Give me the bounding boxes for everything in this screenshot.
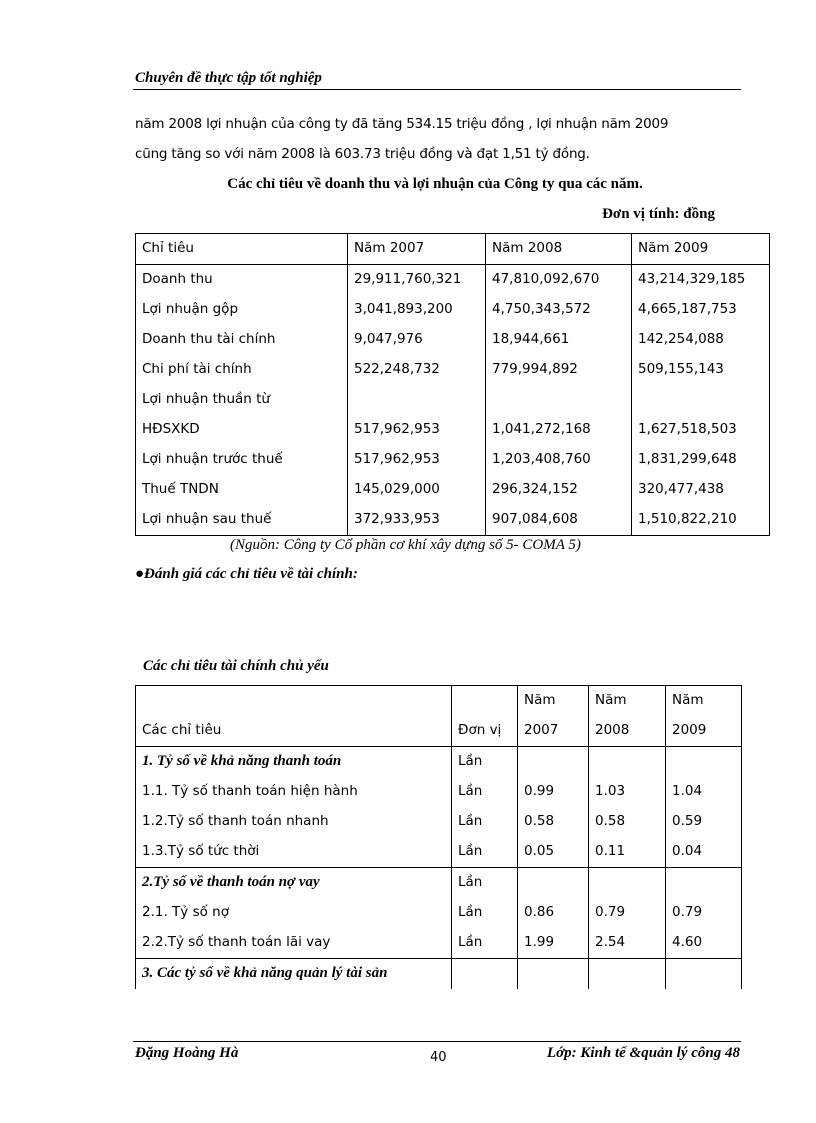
column-header: 2008 — [589, 716, 666, 747]
section-label: 2.Tỷ số về thanh toán nợ vay — [136, 868, 452, 899]
table-cell: 1.04 — [666, 777, 742, 807]
table-cell: 0.99 — [518, 777, 589, 807]
table-cell: 296,324,152 — [486, 475, 632, 505]
table-cell — [518, 747, 589, 778]
footer-author: Đặng Hoàng Hà — [135, 1045, 239, 1061]
column-header: Đơn vị — [452, 716, 518, 747]
table-cell: 320,477,438 — [632, 475, 770, 505]
table-header-row — [136, 234, 770, 265]
table-cell — [589, 868, 666, 899]
column-header: 2009 — [666, 716, 742, 747]
table-cell: 0.86 — [518, 898, 589, 928]
table-cell: Lần — [452, 898, 518, 928]
table-row — [136, 325, 770, 355]
table1-source-note: (Nguồn: Công ty Cổ phần cơ khí xây dựng số 5- COMA 5) — [230, 537, 581, 553]
table-cell: Lần — [452, 928, 518, 959]
table-cell: Doanh thu — [136, 265, 348, 296]
table-cell: Lợi nhuận trước thuế — [136, 445, 348, 475]
footer-class: Lớp: Kinh tế &quản lý công 48 — [546, 1045, 740, 1061]
financial-ratios-table — [135, 685, 742, 989]
table1-title: Các chỉ tiêu về doanh thu và lợi nhuận của Công ty qua các năm. — [227, 176, 643, 192]
table-cell: 0.05 — [518, 837, 589, 868]
table-cell: Lần — [452, 747, 518, 778]
table-cell: 4,750,343,572 — [486, 295, 632, 325]
table-cell: 43,214,329,185 — [632, 265, 770, 296]
table-cell: 1,203,408,760 — [486, 445, 632, 475]
column-header: 2007 — [518, 716, 589, 747]
table-cell: 509,155,143 — [632, 355, 770, 385]
table-cell: 522,248,732 — [348, 355, 486, 385]
paragraph-line-1: năm 2008 lợi nhuận của công ty đã tăng 534.15 triệu đồng , lợi nhuận năm 2009 — [135, 116, 669, 132]
table-cell: 1.99 — [518, 928, 589, 959]
table-row — [136, 295, 770, 325]
table-cell: Lần — [452, 868, 518, 899]
table-cell: 142,254,088 — [632, 325, 770, 355]
header-title: Chuyên đề thực tập tốt nghiệp — [135, 70, 322, 86]
table-cell — [518, 959, 589, 990]
table-cell: Lợi nhuận gộp — [136, 295, 348, 325]
assessment-heading: ●Đánh giá các chỉ tiêu về tài chính: — [135, 566, 358, 582]
section-label: 1. Tỷ số về khả năng thanh toán — [136, 747, 452, 778]
table-cell: 1.03 — [589, 777, 666, 807]
table-cell: 1.3.Tỷ số tức thời — [136, 837, 452, 868]
column-header: Năm — [518, 686, 589, 717]
section-row — [136, 747, 742, 778]
table-cell: 18,944,661 — [486, 325, 632, 355]
table-cell: 47,810,092,670 — [486, 265, 632, 296]
table-cell — [589, 959, 666, 990]
revenue-profit-table — [135, 233, 770, 536]
table-row — [136, 807, 742, 837]
table-cell: 9,047,976 — [348, 325, 486, 355]
table-cell — [348, 385, 486, 415]
column-header: Năm 2008 — [486, 234, 632, 265]
column-header: Năm 2009 — [632, 234, 770, 265]
table-cell: 779,994,892 — [486, 355, 632, 385]
table-cell: Lợi nhuận thuần từ — [136, 385, 348, 415]
table-cell: 4.60 — [666, 928, 742, 959]
table-row — [136, 898, 742, 928]
column-header: Năm — [589, 686, 666, 717]
table-cell: 1,627,518,503 — [632, 415, 770, 445]
table1-unit: Đơn vị tính: đồng — [602, 206, 715, 222]
page-number: 40 — [430, 1050, 447, 1065]
table-cell: 145,029,000 — [348, 475, 486, 505]
table-row — [136, 837, 742, 868]
table-cell: 0.58 — [518, 807, 589, 837]
table-cell: 29,911,760,321 — [348, 265, 486, 296]
table-cell — [589, 747, 666, 778]
table-cell: Chi phí tài chính — [136, 355, 348, 385]
column-header — [136, 686, 452, 717]
table-header-row — [136, 716, 742, 747]
footer-rule — [133, 1041, 741, 1042]
table-cell: 0.04 — [666, 837, 742, 868]
table-cell: 907,084,608 — [486, 505, 632, 536]
table-row — [136, 355, 770, 385]
table-cell: 517,962,953 — [348, 415, 486, 445]
table-cell: 2.1. Tỷ số nợ — [136, 898, 452, 928]
column-header: Năm — [666, 686, 742, 717]
table-row — [136, 475, 770, 505]
table-row — [136, 505, 770, 536]
table-cell: HĐSXKD — [136, 415, 348, 445]
section-label: 3. Các tỷ số về khả năng quản lý tài sản — [136, 959, 452, 990]
table-cell — [486, 385, 632, 415]
table-cell — [666, 868, 742, 899]
table-row — [136, 415, 770, 445]
table-cell: 0.79 — [666, 898, 742, 928]
table-header-row — [136, 686, 742, 717]
table-cell: 372,933,953 — [348, 505, 486, 536]
table-cell — [632, 385, 770, 415]
table-cell: Doanh thu tài chính — [136, 325, 348, 355]
table-cell: 0.79 — [589, 898, 666, 928]
column-header — [452, 686, 518, 717]
table-cell: 1.1. Tỷ số thanh toán hiện hành — [136, 777, 452, 807]
column-header: Các chỉ tiêu — [136, 716, 452, 747]
table-cell: 2.2.Tỷ số thanh toán lãi vay — [136, 928, 452, 959]
table-row — [136, 265, 770, 296]
section-row — [136, 959, 742, 990]
table-cell: 0.59 — [666, 807, 742, 837]
column-header: Năm 2007 — [348, 234, 486, 265]
paragraph-line-2: cũng tăng so với năm 2008 là 603.73 triệu đồng và đạt 1,51 tỷ đồng. — [135, 146, 590, 162]
table-cell: 3,041,893,200 — [348, 295, 486, 325]
table-cell — [666, 959, 742, 990]
table-cell: Lần — [452, 777, 518, 807]
table-cell — [666, 747, 742, 778]
table-row — [136, 445, 770, 475]
table-cell: 1,831,299,648 — [632, 445, 770, 475]
section-row — [136, 868, 742, 899]
table-cell: Lần — [452, 807, 518, 837]
table-cell: 1.2.Tỷ số thanh toán nhanh — [136, 807, 452, 837]
table-cell: 4,665,187,753 — [632, 295, 770, 325]
table-cell: Lần — [452, 837, 518, 868]
header-rule — [133, 89, 741, 90]
table-cell: 517,962,953 — [348, 445, 486, 475]
table-cell: 0.58 — [589, 807, 666, 837]
table-cell — [518, 868, 589, 899]
table-cell: 1,041,272,168 — [486, 415, 632, 445]
table-cell: 2.54 — [589, 928, 666, 959]
table-cell: 0.11 — [589, 837, 666, 868]
table-row — [136, 385, 770, 415]
table-row — [136, 777, 742, 807]
table-cell: Thuế TNDN — [136, 475, 348, 505]
table-row — [136, 928, 742, 959]
table-cell: Lợi nhuận sau thuế — [136, 505, 348, 536]
table2-title: Các chỉ tiêu tài chính chủ yếu — [143, 658, 329, 674]
table-cell — [452, 959, 518, 990]
column-header: Chỉ tiêu — [136, 234, 348, 265]
table-cell: 1,510,822,210 — [632, 505, 770, 536]
